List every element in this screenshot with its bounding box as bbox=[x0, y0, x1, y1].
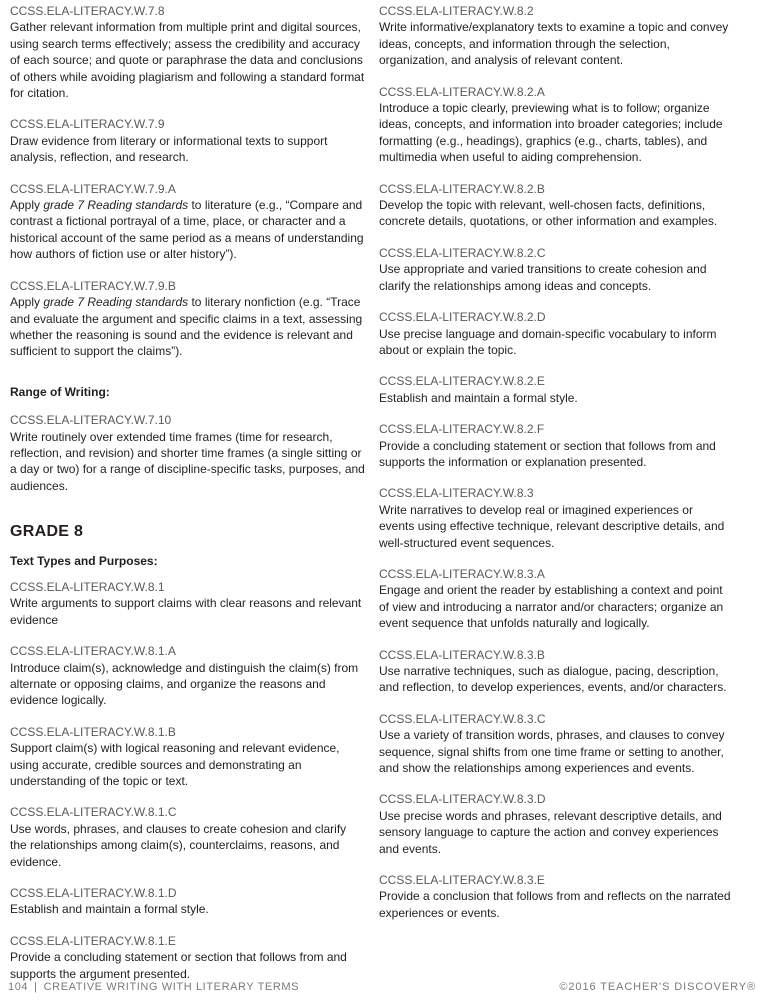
range-of-writing-standards bbox=[10, 412, 365, 494]
standard-description: Establish and maintain a formal style. bbox=[10, 902, 209, 917]
description-text: Apply bbox=[10, 198, 44, 213]
standard-code: CCSS.ELA-LITERACY.W.8.2.E bbox=[379, 374, 545, 389]
copyright: ©2016 TEACHER'S DISCOVERY® bbox=[559, 981, 756, 993]
standard-code: CCSS.ELA-LITERACY.W.8.2.A bbox=[379, 84, 545, 99]
footer-left bbox=[8, 981, 299, 993]
standard-description: Use words, phrases, and clauses to create cohesion and clarify the relationships among claim(s), counterclaims, reasons, and evidence. bbox=[10, 821, 347, 869]
standard-description bbox=[10, 197, 365, 263]
standard-entry bbox=[379, 373, 731, 406]
description-text: to literature (e.g., “Compare and contrast a fictional portrayal of a time, place, or character and a historical account of the same period as a means of understanding how authors of fiction use or alter history”). bbox=[10, 198, 364, 262]
standard-description: Engage and orient the reader by establishing a context and point of view and introducing a narrator and/or characters; organize an event sequence that unfolds naturally and logically. bbox=[379, 583, 724, 631]
right-column bbox=[379, 3, 731, 936]
standard-entry bbox=[379, 872, 731, 921]
standard-description: Use narrative techniques, such as dialogue, pacing, description, and reflection, to develop experiences, events, and/or characters. bbox=[379, 664, 727, 695]
standard-description: Provide a concluding statement or section that follows from and supports the information or explanation presented. bbox=[379, 438, 716, 469]
standard-code: CCSS.ELA-LITERACY.W.8.3.E bbox=[379, 873, 545, 888]
standard-code: CCSS.ELA-LITERACY.W.7.9.A bbox=[10, 181, 176, 196]
italic-reference: grade 7 Reading standards bbox=[43, 295, 189, 310]
standard-description: Provide a concluding statement or section that follows from and supports the argument presented. bbox=[10, 950, 347, 981]
standard-description bbox=[10, 294, 365, 360]
standard-code: CCSS.ELA-LITERACY.W.8.2.D bbox=[379, 310, 546, 325]
standard-code: CCSS.ELA-LITERACY.W.7.9.B bbox=[10, 278, 176, 293]
standard-entry bbox=[10, 579, 365, 628]
standard-description: Use precise words and phrases, relevant descriptive details, and sensory language to capture the action and convey experiences and events. bbox=[379, 808, 722, 856]
standard-entry bbox=[379, 711, 731, 777]
page-footer bbox=[8, 981, 756, 997]
standard-code: CCSS.ELA-LITERACY.W.7.8 bbox=[10, 4, 165, 18]
standard-code: CCSS.ELA-LITERACY.W.8.3.D bbox=[379, 792, 546, 807]
book-title: CREATIVE WRITING WITH LITERARY TERMS bbox=[43, 981, 300, 993]
standard-description: Gather relevant information from multiple print and digital sources, using search terms effectively; assess the credibility and accuracy of each source; and quote or paraphrase the data and conclusions of others while avoiding plagiarism and following a standard format for citation. bbox=[10, 20, 365, 101]
standard-entry bbox=[10, 181, 365, 263]
standard-entry bbox=[10, 933, 365, 982]
standard-description: Establish and maintain a formal style. bbox=[379, 390, 578, 405]
standard-entry bbox=[10, 3, 365, 101]
standard-code: CCSS.ELA-LITERACY.W.8.1 bbox=[10, 579, 165, 594]
standard-code: CCSS.ELA-LITERACY.W.8.2 bbox=[379, 4, 534, 18]
standard-code: CCSS.ELA-LITERACY.W.8.1.E bbox=[10, 933, 176, 948]
standard-code: CCSS.ELA-LITERACY.W.7.10 bbox=[10, 413, 172, 428]
standard-code: CCSS.ELA-LITERACY.W.8.1.A bbox=[10, 644, 176, 659]
page-number: 104 bbox=[8, 981, 29, 993]
grade-8-heading: GRADE 8 bbox=[10, 523, 84, 541]
standard-entry bbox=[379, 485, 731, 551]
standard-entry bbox=[10, 885, 365, 918]
description-text: to literary nonfiction (e.g. “Trace and evaluate the argument and specific claims in a text, assessing whether the reasoning is sound and the evidence is relevant and sufficient to support the claims”). bbox=[10, 295, 363, 359]
standard-description: Draw evidence from literary or informational texts to support analysis, reflection, and research. bbox=[10, 133, 328, 165]
standard-entry bbox=[379, 3, 731, 69]
italic-reference: grade 7 Reading standards bbox=[43, 198, 189, 213]
standard-code: CCSS.ELA-LITERACY.W.8.1.B bbox=[10, 724, 176, 739]
standard-description: Develop the topic with relevant, well-chosen facts, definitions, concrete details, quotations, or other information and examples. bbox=[379, 198, 718, 229]
standard-entry bbox=[10, 724, 365, 790]
standard-entry bbox=[379, 181, 731, 230]
standard-code: CCSS.ELA-LITERACY.W.8.2.B bbox=[379, 181, 545, 196]
standard-entry bbox=[379, 84, 731, 166]
standard-entry bbox=[379, 566, 731, 632]
standard-entry bbox=[379, 421, 731, 470]
standard-description: Use precise language and domain-specific vocabulary to inform about or explain the topic. bbox=[379, 326, 717, 357]
standard-code: CCSS.ELA-LITERACY.W.8.2.C bbox=[379, 245, 546, 260]
range-of-writing-heading: Range of Writing: bbox=[10, 384, 110, 399]
standard-entry bbox=[10, 278, 365, 360]
grade8-writing-standards bbox=[379, 3, 731, 921]
standard-description: Write informative/explanatory texts to examine a topic and convey ideas, concepts, and information through the selection, organization, and analysis of relevant content. bbox=[379, 20, 729, 68]
text-types-heading: Text Types and Purposes: bbox=[10, 553, 158, 568]
standard-code: CCSS.ELA-LITERACY.W.8.3.A bbox=[379, 566, 545, 581]
standard-code: CCSS.ELA-LITERACY.W.8.1.C bbox=[10, 805, 177, 820]
standard-entry bbox=[10, 116, 365, 165]
grade7-writing-standards bbox=[10, 3, 365, 360]
standard-description: Introduce a topic clearly, previewing what is to follow; organize ideas, concepts, and information into broader categories; include formatting (e.g., headings), graphics (e.g., charts, tables), and multimedia when useful to aiding comprehension. bbox=[379, 101, 723, 165]
standard-code: CCSS.ELA-LITERACY.W.8.3.B bbox=[379, 647, 545, 662]
description-text: Apply bbox=[10, 295, 44, 310]
standard-entry bbox=[10, 643, 365, 709]
standard-description: Introduce claim(s), acknowledge and distinguish the claim(s) from alternate or opposing claims, and organize the reasons and evidence logically. bbox=[10, 660, 359, 708]
standard-description: Support claim(s) with logical reasoning and relevant evidence, using accurate, credible sources and demonstrating an understanding of the topic or text. bbox=[10, 741, 340, 789]
standard-code: CCSS.ELA-LITERACY.W.7.9 bbox=[10, 117, 165, 132]
standard-code: CCSS.ELA-LITERACY.W.8.1.D bbox=[10, 886, 177, 901]
standard-entry bbox=[379, 309, 731, 358]
left-column bbox=[10, 3, 365, 997]
standard-description: Use appropriate and varied transitions to create cohesion and clarify the relationships among ideas and concepts. bbox=[379, 262, 707, 293]
standard-description: Write routinely over extended time frames (time for research, reflection, and revision) and shorter time frames (a single sitting or a day or two) for a range of discipline-specific tasks, purposes, and audiences. bbox=[10, 429, 365, 493]
standard-code: CCSS.ELA-LITERACY.W.8.3 bbox=[379, 486, 534, 501]
standard-entry bbox=[379, 791, 731, 857]
standard-code: CCSS.ELA-LITERACY.W.8.2.F bbox=[379, 422, 545, 437]
standard-entry bbox=[379, 245, 731, 294]
standard-description: Write narratives to develop real or imagined experiences or events using effective technique, relevant descriptive details, and well-structured event sequences. bbox=[379, 502, 725, 550]
standard-entry bbox=[10, 412, 365, 494]
standard-code: CCSS.ELA-LITERACY.W.8.3.C bbox=[379, 711, 546, 726]
standard-description: Use a variety of transition words, phrases, and clauses to convey sequence, signal shifts from one time frame or setting to another, and show the relationships among experiences and events. bbox=[379, 728, 725, 776]
standard-entry bbox=[10, 804, 365, 870]
grade8-text-types-standards bbox=[10, 579, 365, 982]
standard-description: Provide a conclusion that follows from and reflects on the narrated experiences or events. bbox=[379, 889, 731, 920]
footer-separator: | bbox=[34, 981, 38, 993]
standard-description: Write arguments to support claims with clear reasons and relevant evidence bbox=[10, 596, 362, 627]
standard-entry bbox=[379, 647, 731, 696]
